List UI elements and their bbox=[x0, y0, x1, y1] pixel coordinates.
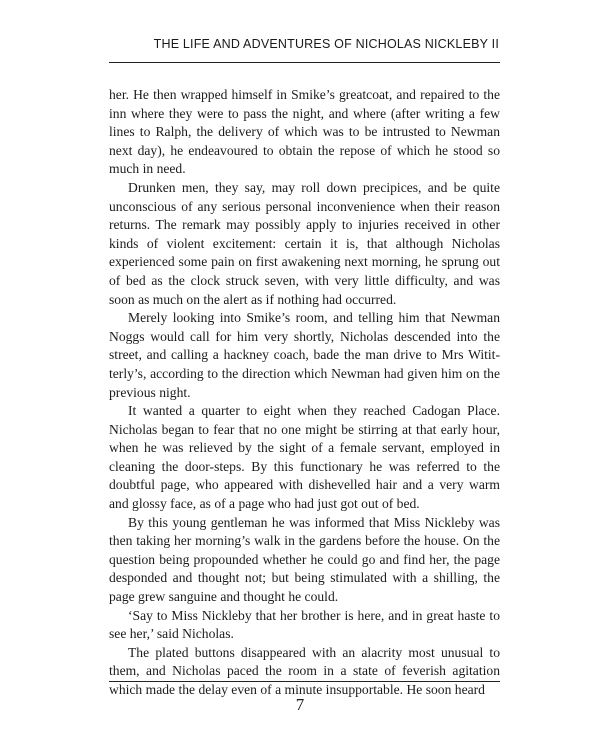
paragraph: It wanted a quarter to eight when they reached Cadogan Place. Nicholas began to fear that no one might be stirring at that early hour, when he was relieved by the sight of a female servant, employed in cleaning the door-steps. By this functionary he was referred to the doubtful page, who appeared with dishevelled hair and a very warm and glossy face, as of a page who had just got out of bed. bbox=[109, 403, 500, 512]
page-number: 7 bbox=[295, 695, 305, 714]
footer-rule bbox=[109, 681, 500, 682]
paragraph: Merely looking into Smike’s room, and telling him that Newman Noggs would call for him very shortly, Nicholas descended into the street, and calling a hackney coach, bade the man drive to Mrs Wititterly’s, according to the direction which Newman had given him on the previous night. bbox=[109, 310, 500, 400]
paragraph: The plated buttons disappeared with an alacrity most unusual to them, and Nicholas paced the room in a state of feverish agitation which made the delay even of a minute insupportable. He soon heard bbox=[109, 644, 500, 697]
paragraph: her. He then wrapped himself in Smike’s greatcoat, and repaired to the inn where they were to pass the night, and where (after writing a few lines to Ralph, the delivery of which was to be intrusted to Newman next day), he endeavoured to obtain the repose of which he stood so much in need. bbox=[109, 87, 500, 177]
header-rule bbox=[109, 62, 500, 63]
paragraph: ‘Say to Miss Nickleby that her brother is here, and in great haste to see her,’ said Nicholas. bbox=[109, 607, 500, 642]
paragraph: Drunken men, they say, may roll down precipices, and be quite unconscious of any serious personal inconvenience when their reason returns. The remark may possibly apply to injuries received in other kinds of violent excitement: certain it is, that although Nicholas experienced some pain on first awakening next morning, he sprung out of bed as the clock struck seven, with very little difficulty, and was soon as much on the alert as if nothing had occurred. bbox=[109, 179, 500, 307]
body-text bbox=[109, 86, 500, 700]
running-header: THE LIFE AND ADVENTURES OF NICHOLAS NICKLEBY II bbox=[153, 37, 499, 51]
paragraph: By this young gentleman he was informed that Miss Nickleby was then taking her morning’s walk in the gardens before the house. On the question being propounded whether he could go and find her, the page desponded and thought not; but being stimulated with a shilling, the page grew sanguine and thought he could. bbox=[109, 514, 500, 605]
